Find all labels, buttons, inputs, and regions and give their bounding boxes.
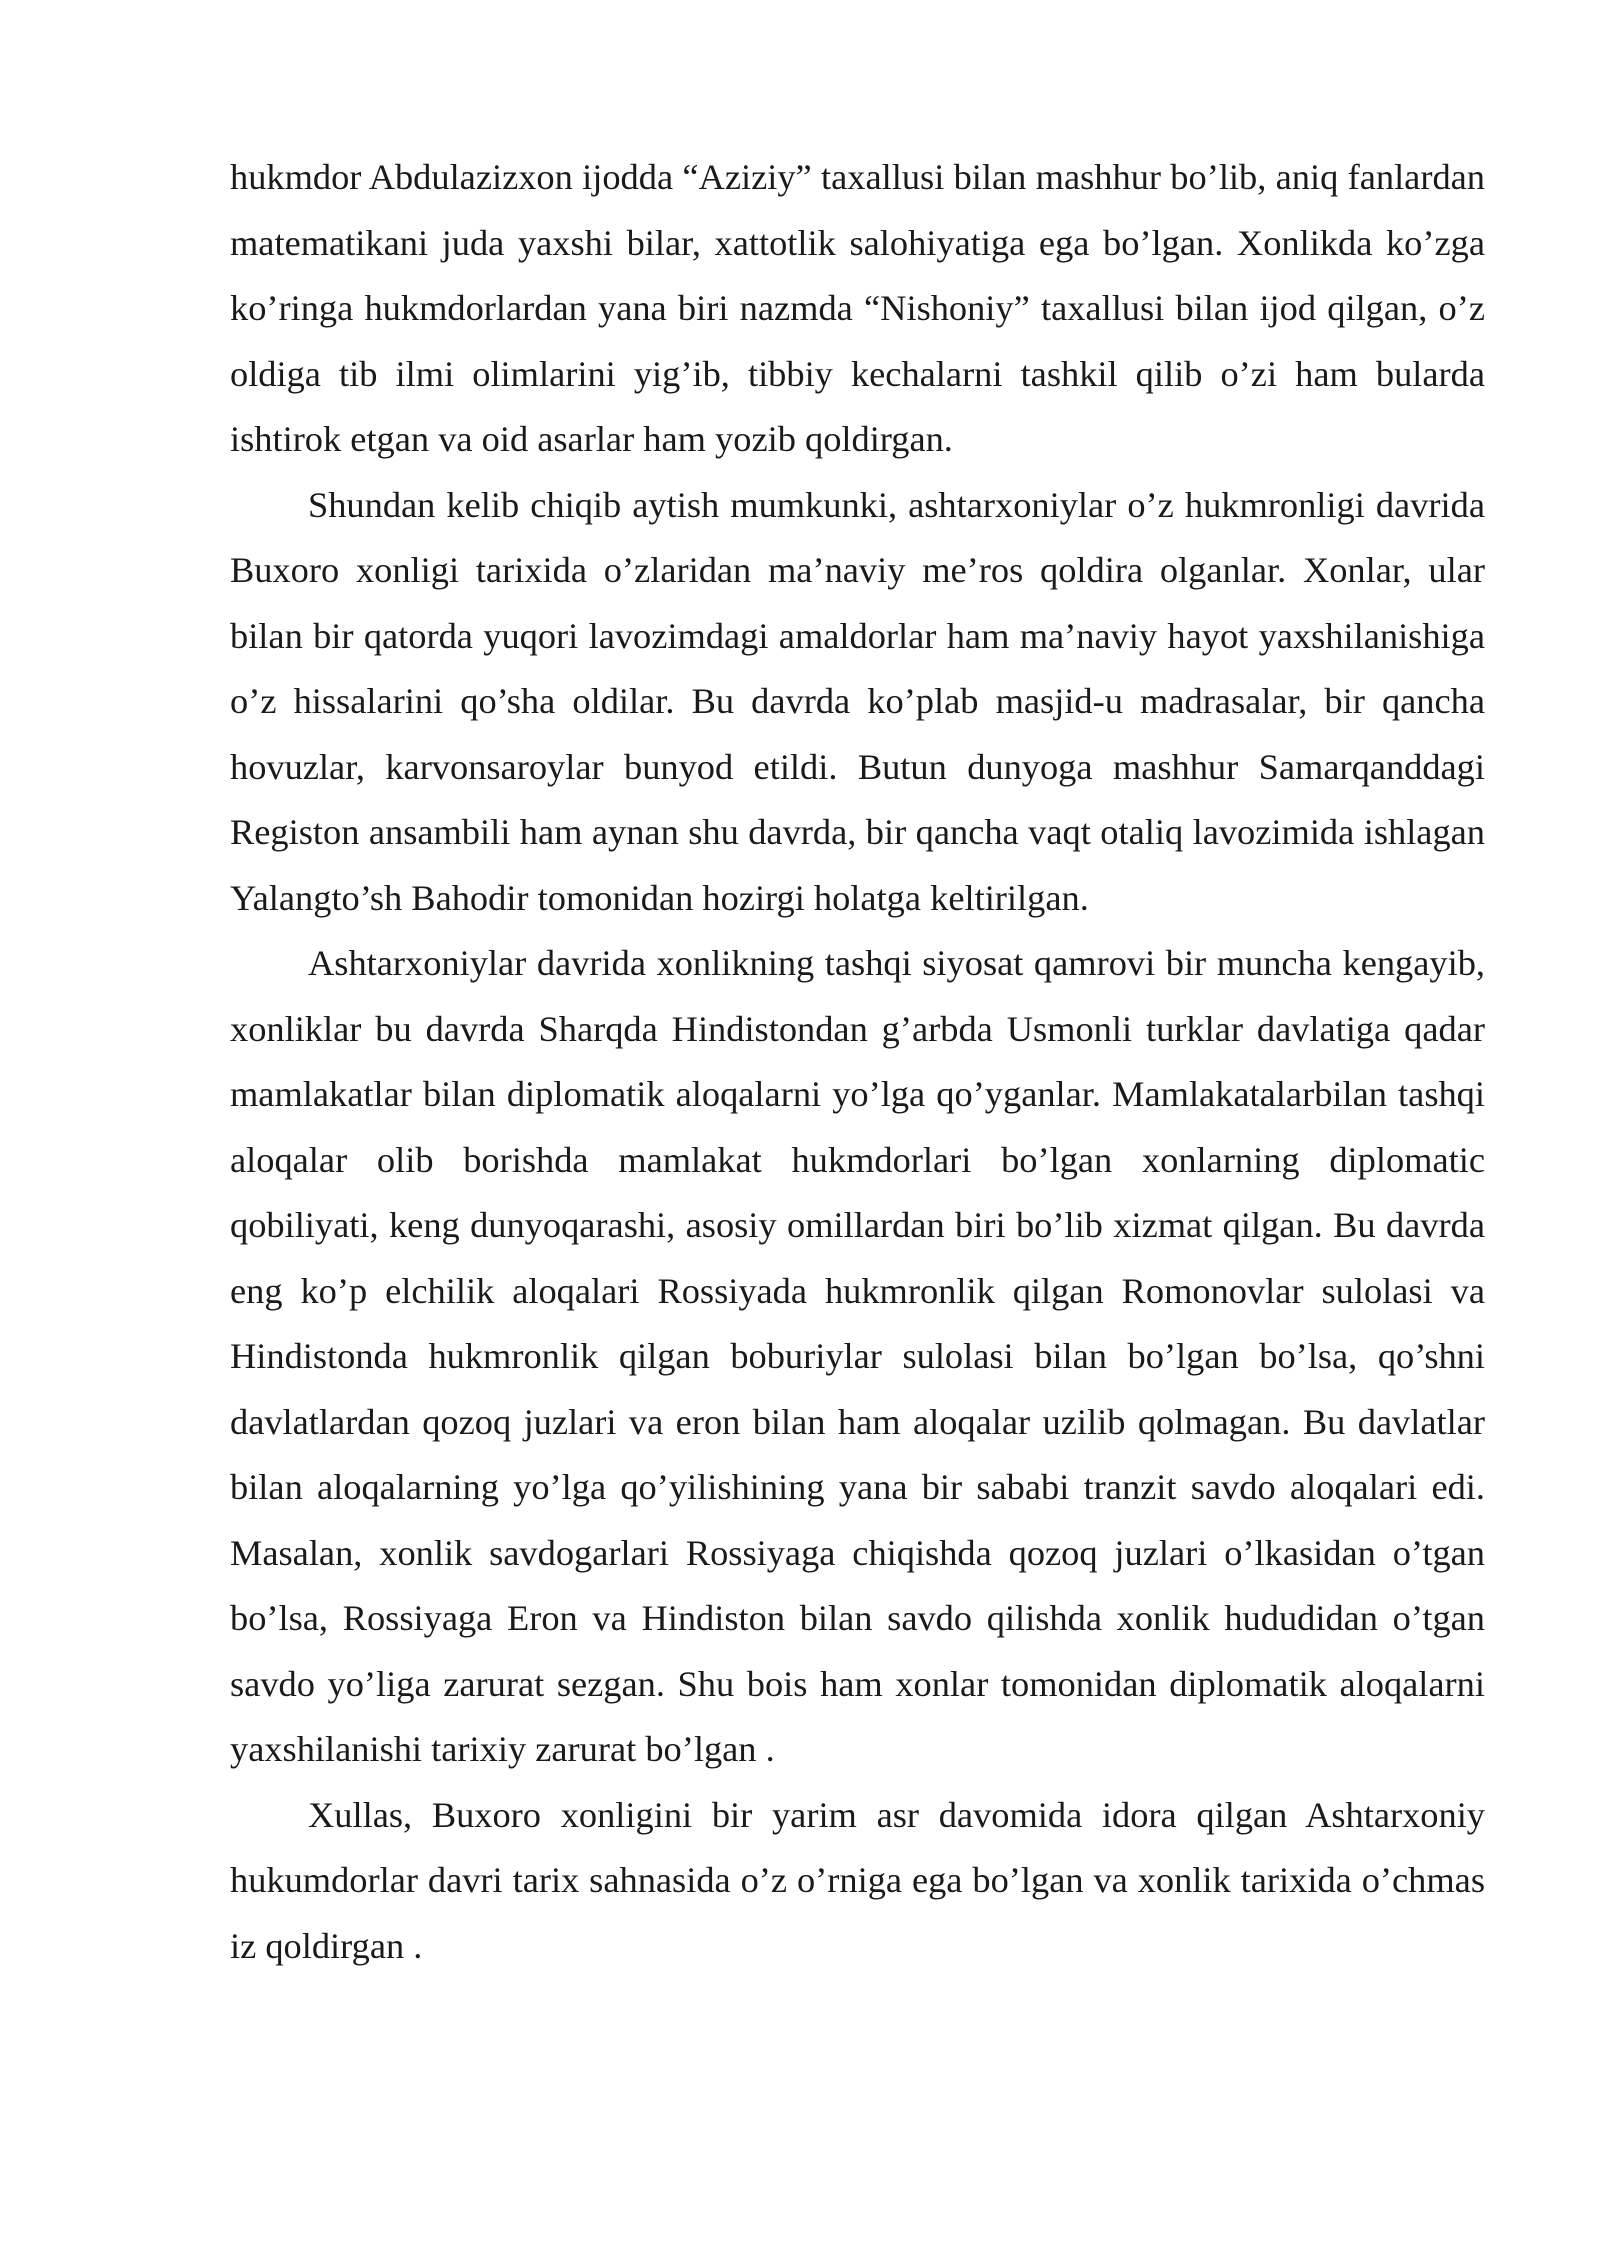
paragraph-4: Xullas, Buxoro xonligini bir yarim asr davomida idora qilgan Ashtarxoniy hukumdorlar davri tarix sahnasida o’z o’rniga ega bo’lgan va xonlik tarixida o’chmas iz qoldirgan .: [230, 1794, 1485, 1966]
paragraph-1: hukmdor Abdulazizxon ijodda “Aziziy” taxallusi bilan mashhur bo’lib, aniq fanlardan matematikani juda yaxshi bilar, xattotlik salohiyatiga ega bo’lgan. Xonlikda ko’zga ko’ringa hukmdorlardan yana biri nazmda “Nishoniy” taxallusi bilan ijod qilgan, o’z oldiga tib ilmi olimlarini yig’ib, tibbiy kechalarni tashkil qilib o’zi ham bularda ishtirok etgan va oid asarlar ham yozib qoldirgan.: [230, 157, 1485, 459]
document-page: [230, 145, 1485, 1979]
paragraph-2: Shundan kelib chiqib aytish mumkunki, ashtarxoniylar o’z hukmronligi davrida Buxoro xonligi tarixida o’zlaridan ma’naviy me’ros qoldira olganlar. Xonlar, ular bilan bir qatorda yuqori lavozimdagi amaldorlar ham ma’naviy hayot yaxshilanishiga o’z hissalarini qo’sha oldilar. Bu davrda ko’plab masjid-u madrasalar, bir qancha hovuzlar, karvonsaroylar bunyod etildi. Butun dunyoga mashhur Samarqanddagi Registon ansambili ham aynan shu davrda, bir qancha vaqt otaliq lavozimida ishlagan Yalangto’sh Bahodir tomonidan hozirgi holatga keltirilgan.: [230, 484, 1485, 918]
paragraph-3: Ashtarxoniylar davrida xonlikning tashqi siyosat qamrovi bir muncha kengayib, xonliklar bu davrda Sharqda Hindistondan g’arbda Usmonli turklar davlatiga qadar mamlakatlar bilan diplomatik aloqalarni yo’lga qo’yganlar. Mamlakatalarbilan tashqi aloqalar olib borishda mamlakat hukmdorlari bo’lgan xonlarning diplomatic qobiliyati, keng dunyoqarashi, asosiy omillardan biri bo’lib xizmat qilgan. Bu davrda eng ko’p elchilik aloqalari Rossiyada hukmronlik qilgan Romonovlar sulolasi va Hindistonda hukmronlik qilgan boburiylar sulolasi bilan bo’lgan bo’lsa, qo’shni davlatlardan qozoq juzlari va eron bilan ham aloqalar uzilib qolmagan. Bu davlatlar bilan aloqalarning yo’lga qo’yilishining yana bir sababi tranzit savdo aloqalari edi. Masalan, xonlik savdogarlari Rossiyaga chiqishda qozoq juzlari o’lkasidan o’tgan bo’lsa, Rossiyaga Eron va Hindiston bilan savdo qilishda xonlik hududidan o’tgan savdo yo’liga zarurat sezgan. Shu bois ham xonlar tomonidan diplomatik aloqalarni yaxshilanishi tarixiy zarurat bo’lgan .: [230, 943, 1485, 1769]
